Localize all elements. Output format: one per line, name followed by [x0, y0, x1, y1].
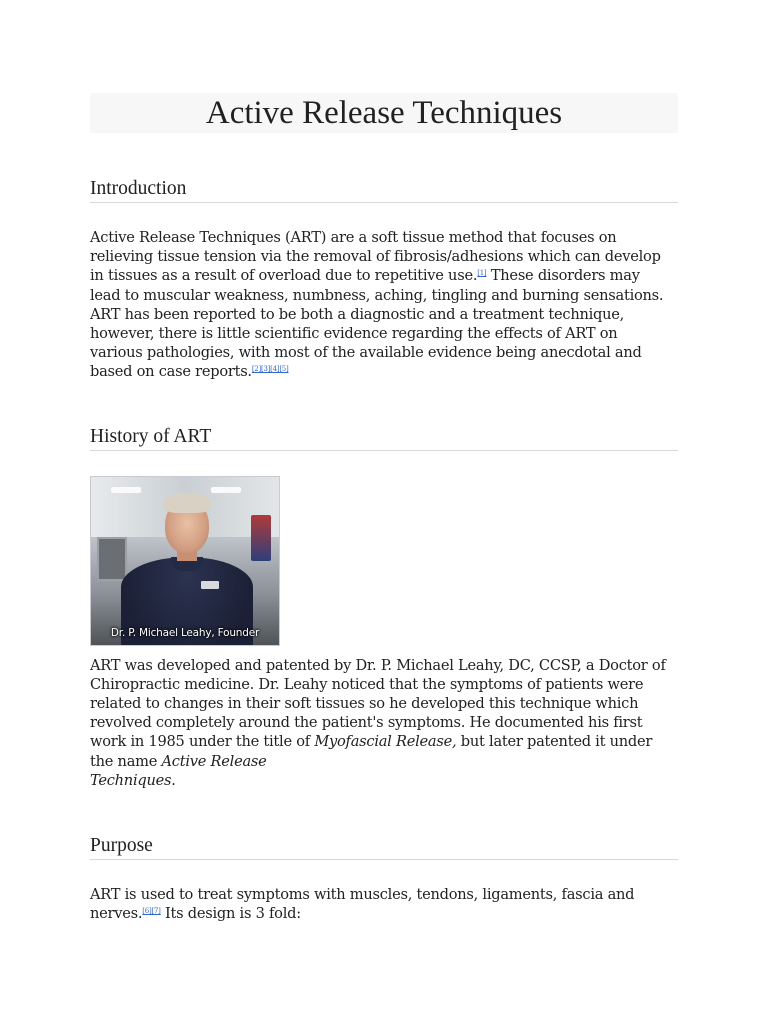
photo-wall-poster — [97, 537, 127, 581]
reference-link-1[interactable]: [1] — [477, 269, 487, 278]
history-italic-techniques: Techniques — [90, 771, 172, 789]
page-title: Active Release Techniques — [205, 95, 563, 131]
purpose-paragraph — [90, 885, 674, 923]
introduction-text-2: These disorders may lead to muscular weakness, numbness, aching, tingling and burning sensations. ART has been reported to be both a diagnostic and a treatment technique, however, there is little scientific evidence regarding the effects of ART on various pathologies, with most of the available evidence being anecdotal and based on case reports. — [90, 267, 664, 381]
history-paragraph — [90, 656, 674, 790]
introduction-paragraph — [90, 228, 674, 382]
article — [90, 93, 678, 923]
history-italic-myofascial: Myofascial Release, — [314, 733, 457, 751]
section-heading-history: History of ART — [90, 425, 678, 451]
photo-ceiling-light — [111, 487, 141, 493]
photo-shirt-logo — [201, 581, 219, 589]
introduction-text-1: Active Release Techniques (ART) are a soft tissue method that focuses on relieving tissue tension via the removal of fibrosis/adhesions which can develop in tissues as a result of overload due to repetitive use. — [90, 229, 661, 285]
reference-6-7[interactable] — [142, 907, 160, 915]
reference-link-2-5[interactable]: [2][3][4][5] — [251, 365, 289, 374]
founder-photo — [90, 476, 280, 646]
photo-ceiling-light — [211, 487, 241, 493]
photo-caption: Dr. P. Michael Leahy, Founder — [110, 626, 260, 639]
page-title-banner — [90, 93, 678, 133]
purpose-text-2: Its design is 3 fold: — [160, 905, 301, 923]
history-italic-active-release: Active Release — [161, 752, 267, 770]
reference-link-6-7[interactable]: [6][7] — [142, 907, 161, 916]
history-text-3: . — [171, 771, 176, 789]
section-heading-introduction: Introduction — [90, 177, 678, 203]
photo-hair — [163, 493, 211, 513]
history-text-1: ART was developed and patented by Dr. P. Michael Leahy, DC, CCSP, a Doctor of Chiropractic medicine. Dr. Leahy noticed that the symptoms of patients were related to changes in their soft tissues so he developed this technique which revolved completely around the patient's symptoms. He documented his first work in 1985 under the title of — [90, 656, 666, 751]
history-text-2: but later patented it under the name — [90, 733, 653, 770]
reference-2-5[interactable] — [252, 365, 289, 373]
section-heading-purpose: Purpose — [90, 834, 678, 860]
photo-banner — [251, 515, 271, 561]
purpose-text-1: ART is used to treat symptoms with muscles, tendons, ligaments, fascia and nerves. — [90, 886, 635, 923]
